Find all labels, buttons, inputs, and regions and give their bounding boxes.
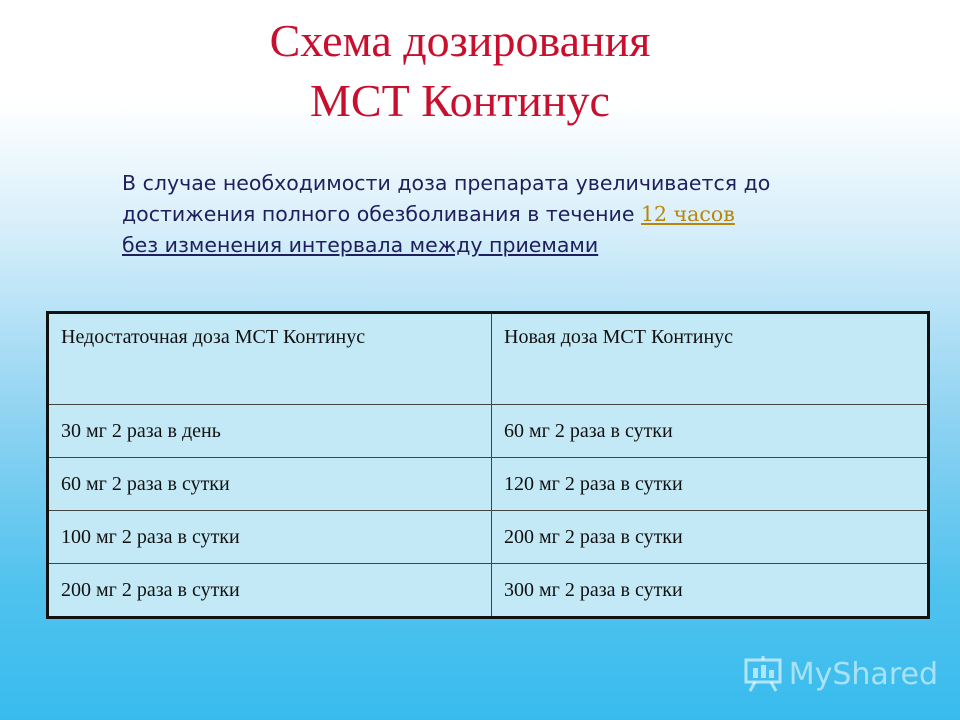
table-cell: 120 мг 2 раза в сутки [492, 458, 929, 511]
presentation-board-icon [743, 656, 783, 692]
table-cell: 200 мг 2 раза в сутки [492, 511, 929, 564]
table-row [48, 405, 929, 458]
table-cell: 60 мг 2 раза в сутки [492, 405, 929, 458]
note-text-part2: без изменения интервала между приемами [122, 233, 599, 257]
table-cell: 200 мг 2 раза в сутки [48, 564, 492, 618]
table-header-new-dose: Новая доза МСТ Континус [492, 313, 929, 405]
table-header-row [48, 313, 929, 405]
note-accent-hours: 12 часов [641, 202, 735, 226]
slide-title-line2: МСТ Континус [310, 75, 610, 126]
table-header-insufficient-dose: Недостаточная доза МСТ Континус [48, 313, 492, 405]
slide-title-line1: Схема дозирования [269, 15, 651, 66]
note-text-part1: В случае необходимости доза препарата увеличивается до достижения полного обезболивания в течение [122, 171, 771, 226]
watermark [743, 656, 938, 692]
table-cell: 300 мг 2 раза в сутки [492, 564, 929, 618]
table-row [48, 458, 929, 511]
dosage-note [122, 168, 882, 261]
watermark-text: MyShared [788, 656, 938, 692]
table-row [48, 564, 929, 618]
table-row [48, 511, 929, 564]
dosage-table [46, 311, 930, 619]
table-cell: 100 мг 2 раза в сутки [48, 511, 492, 564]
table-cell: 30 мг 2 раза в день [48, 405, 492, 458]
table-cell: 60 мг 2 раза в сутки [48, 458, 492, 511]
